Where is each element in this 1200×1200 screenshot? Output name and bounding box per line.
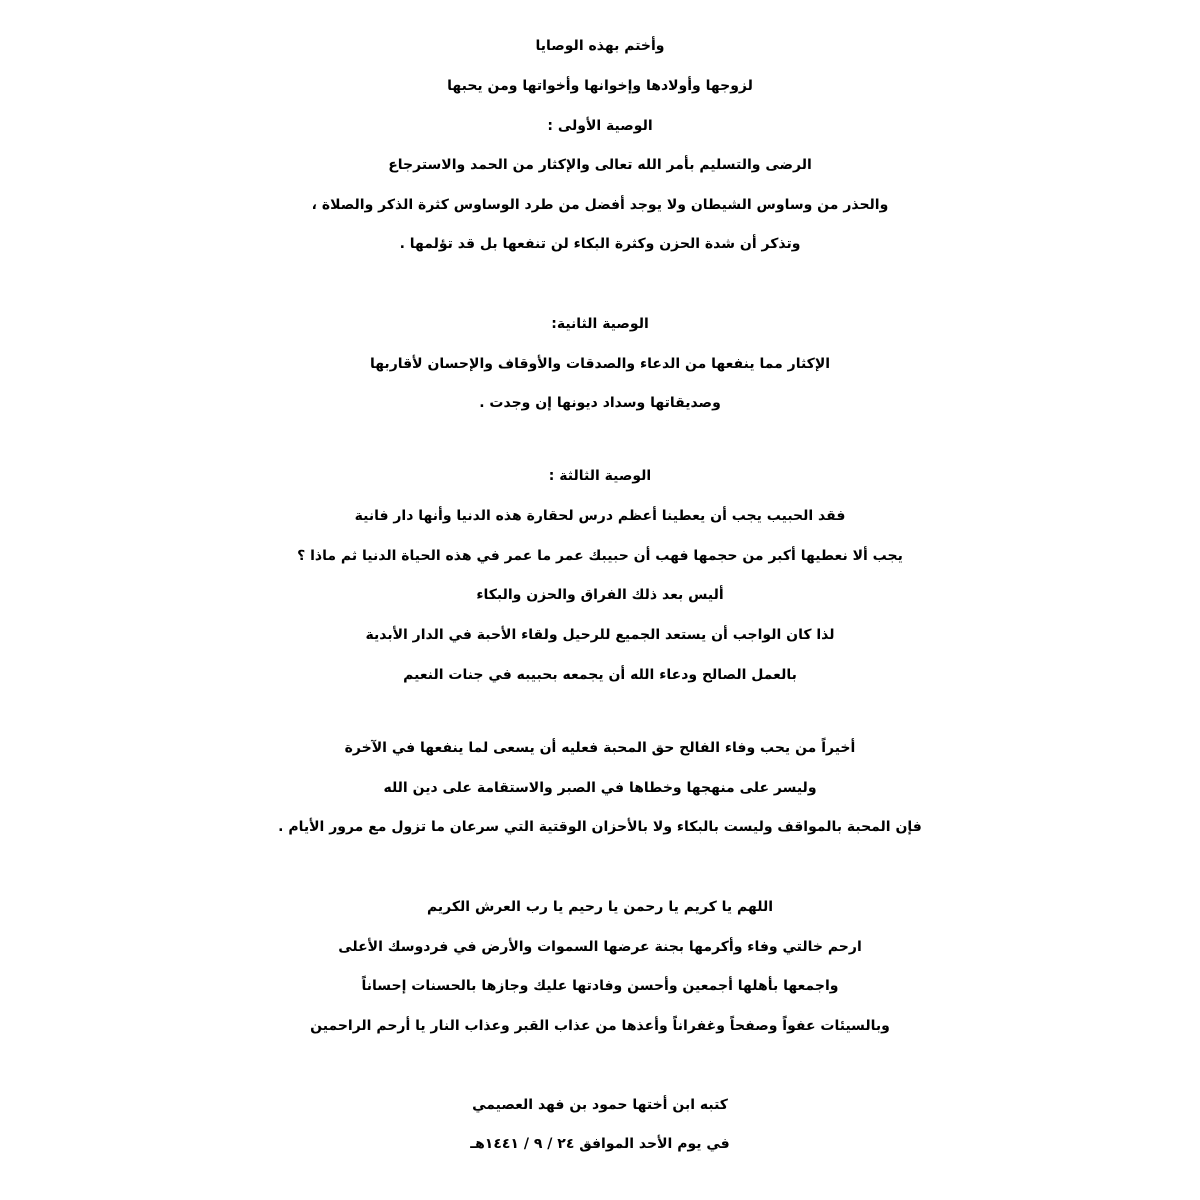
third-advice-line-2: يجب ألا نعطيها أكبر من حجمها فهب أن حبيبك عمر ما عمر في هذه الحياة الدنيا ثم ماذا ؟: [297, 548, 903, 564]
first-advice-line-3: وتذكر أن شدة الحزن وكثرة البكاء لن تنفعها بل قد تؤلمها .: [399, 236, 801, 252]
prayer-line-3: واجمعها بأهلها أجمعين وأحسن وفادتها عليك وجازها بالحسنات إحساناً: [361, 978, 839, 994]
prayer-line-2: ارحم خالتي وفاء وأكرمها بجنة عرضها السموات والأرض في فردوسك الأعلى: [338, 939, 862, 955]
second-advice-line-1: الإكثار مما ينفعها من الدعاء والصدقات والأوقاف والإحسان لأقاربها: [369, 356, 831, 372]
date-line: في يوم الأحد الموافق ٢٤ / ٩ / ١٤٤١هـ: [470, 1136, 730, 1152]
intro-line: وأختم بهذه الوصايا: [535, 38, 665, 54]
final-note-line-3: فإن المحبة بالمواقف وليست بالبكاء ولا بالأحزان الوقتية التي سرعان ما تزول مع مرور الأيام .: [278, 819, 922, 835]
first-advice-line-2: والحذر من وساوس الشيطان ولا يوجد أفضل من طرد الوساوس كثرة الذكر والصلاة ،: [311, 197, 889, 213]
prayer-line-4: وبالسيئات عفواً وصفحاً وغفراناً وأعذها من عذاب القبر وعذاب النار يا أرحم الراحمين: [310, 1018, 890, 1034]
third-advice-heading: الوصية الثالثة :: [548, 468, 652, 484]
second-advice-line-2: وصديقاتها وسداد ديونها إن وجدت .: [479, 395, 721, 411]
third-advice-line-5: بالعمل الصالح ودعاء الله أن يجمعه بحبيبه في جنات النعيم: [403, 667, 797, 683]
first-advice-line-1: الرضى والتسليم بأمر الله تعالى والإكثار من الحمد والاسترجاع: [388, 157, 812, 173]
final-note-line-2: وليسر على منهجها وخطاها في الصبر والاستقامة على دين الله: [383, 780, 817, 796]
recipients-line: لزوجها وأولادها وإخوانها وأخواتها ومن يحبها: [447, 78, 753, 94]
final-note-line-1: أخيراً من يحب وفاء الفالح حق المحبة فعليه أن يسعى لما ينفعها في الآخرة: [344, 740, 856, 756]
first-advice-heading: الوصية الأولى :: [547, 118, 653, 134]
third-advice-line-1: فقد الحبيب يجب أن يعطينا أعظم درس لحقارة هذه الدنيا وأنها دار فانية: [354, 508, 846, 524]
third-advice-line-3: أليس بعد ذلك الفراق والحزن والبكاء: [476, 587, 724, 603]
author-line: كتبه ابن أختها حمود بن فهد العصيمي: [472, 1097, 728, 1113]
third-advice-line-4: لذا كان الواجب أن يستعد الجميع للرحيل ولقاء الأحبة في الدار الأبدية: [365, 627, 835, 643]
prayer-line-1: اللهم يا كريم يا رحمن يا رحيم يا رب العرش الكريم: [426, 899, 774, 915]
second-advice-heading: الوصية الثانية:: [551, 316, 649, 332]
